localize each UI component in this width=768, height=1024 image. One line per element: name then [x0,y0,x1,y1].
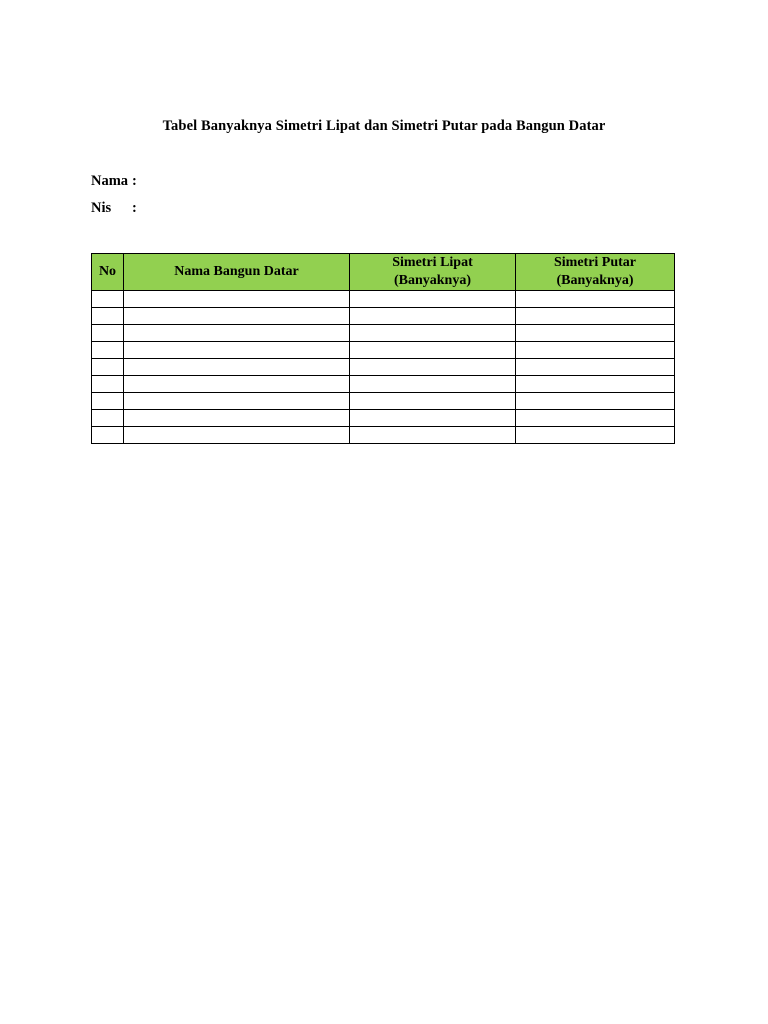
header-simetri-lipat-line2: (Banyaknya) [393,273,472,288]
cell-nama-bangun-datar [124,393,350,410]
cell-simetri-lipat [350,342,516,359]
table-row [92,410,675,427]
cell-simetri-putar [516,291,675,308]
table-row [92,342,675,359]
table-row [92,427,675,444]
cell-simetri-putar [516,393,675,410]
cell-no [92,291,124,308]
cell-nama-bangun-datar [124,359,350,376]
cell-simetri-lipat [350,308,516,325]
cell-nama-bangun-datar [124,427,350,444]
cell-nama-bangun-datar [124,410,350,427]
table-row [92,325,675,342]
table-row [92,308,675,325]
cell-no [92,325,124,342]
table-header-row [92,254,675,291]
cell-simetri-putar [516,308,675,325]
cell-no [92,342,124,359]
header-simetri-lipat [350,254,516,291]
cell-no [92,376,124,393]
cell-no [92,410,124,427]
nis-colon: : [132,200,137,216]
cell-simetri-putar [516,376,675,393]
header-simetri-putar [516,254,675,291]
table-body [92,291,675,444]
header-simetri-putar-line1: Simetri Putar [553,255,637,270]
cell-simetri-lipat [350,291,516,308]
symmetry-table [91,253,675,444]
symmetry-table-container [91,253,675,444]
cell-simetri-lipat [350,376,516,393]
cell-simetri-lipat [350,410,516,427]
header-simetri-lipat-line1: Simetri Lipat [392,255,473,270]
cell-nama-bangun-datar [124,291,350,308]
nama-colon: : [132,173,137,189]
cell-simetri-lipat [350,325,516,342]
cell-no [92,308,124,325]
cell-simetri-putar [516,410,675,427]
cell-no [92,427,124,444]
cell-nama-bangun-datar [124,376,350,393]
cell-simetri-lipat [350,393,516,410]
cell-simetri-lipat [350,359,516,376]
cell-nama-bangun-datar [124,342,350,359]
table-row [92,359,675,376]
table-row [92,393,675,410]
header-simetri-putar-line2: (Banyaknya) [556,273,634,288]
page-title: Tabel Banyaknya Simetri Lipat dan Simetri Putar pada Bangun Datar [162,118,606,134]
cell-simetri-putar [516,325,675,342]
header-no: No [92,254,124,291]
table-row [92,376,675,393]
nama-label: Nama [91,173,129,189]
table-row [92,291,675,308]
cell-no [92,359,124,376]
nama-field [91,173,144,190]
cell-nama-bangun-datar [124,325,350,342]
cell-simetri-putar [516,427,675,444]
header-nama-bangun-datar: Nama Bangun Datar [124,254,350,291]
nis-label: Nis [91,200,112,216]
cell-simetri-putar [516,359,675,376]
nis-field [91,200,144,217]
cell-no [92,393,124,410]
cell-simetri-putar [516,342,675,359]
cell-nama-bangun-datar [124,308,350,325]
cell-simetri-lipat [350,427,516,444]
